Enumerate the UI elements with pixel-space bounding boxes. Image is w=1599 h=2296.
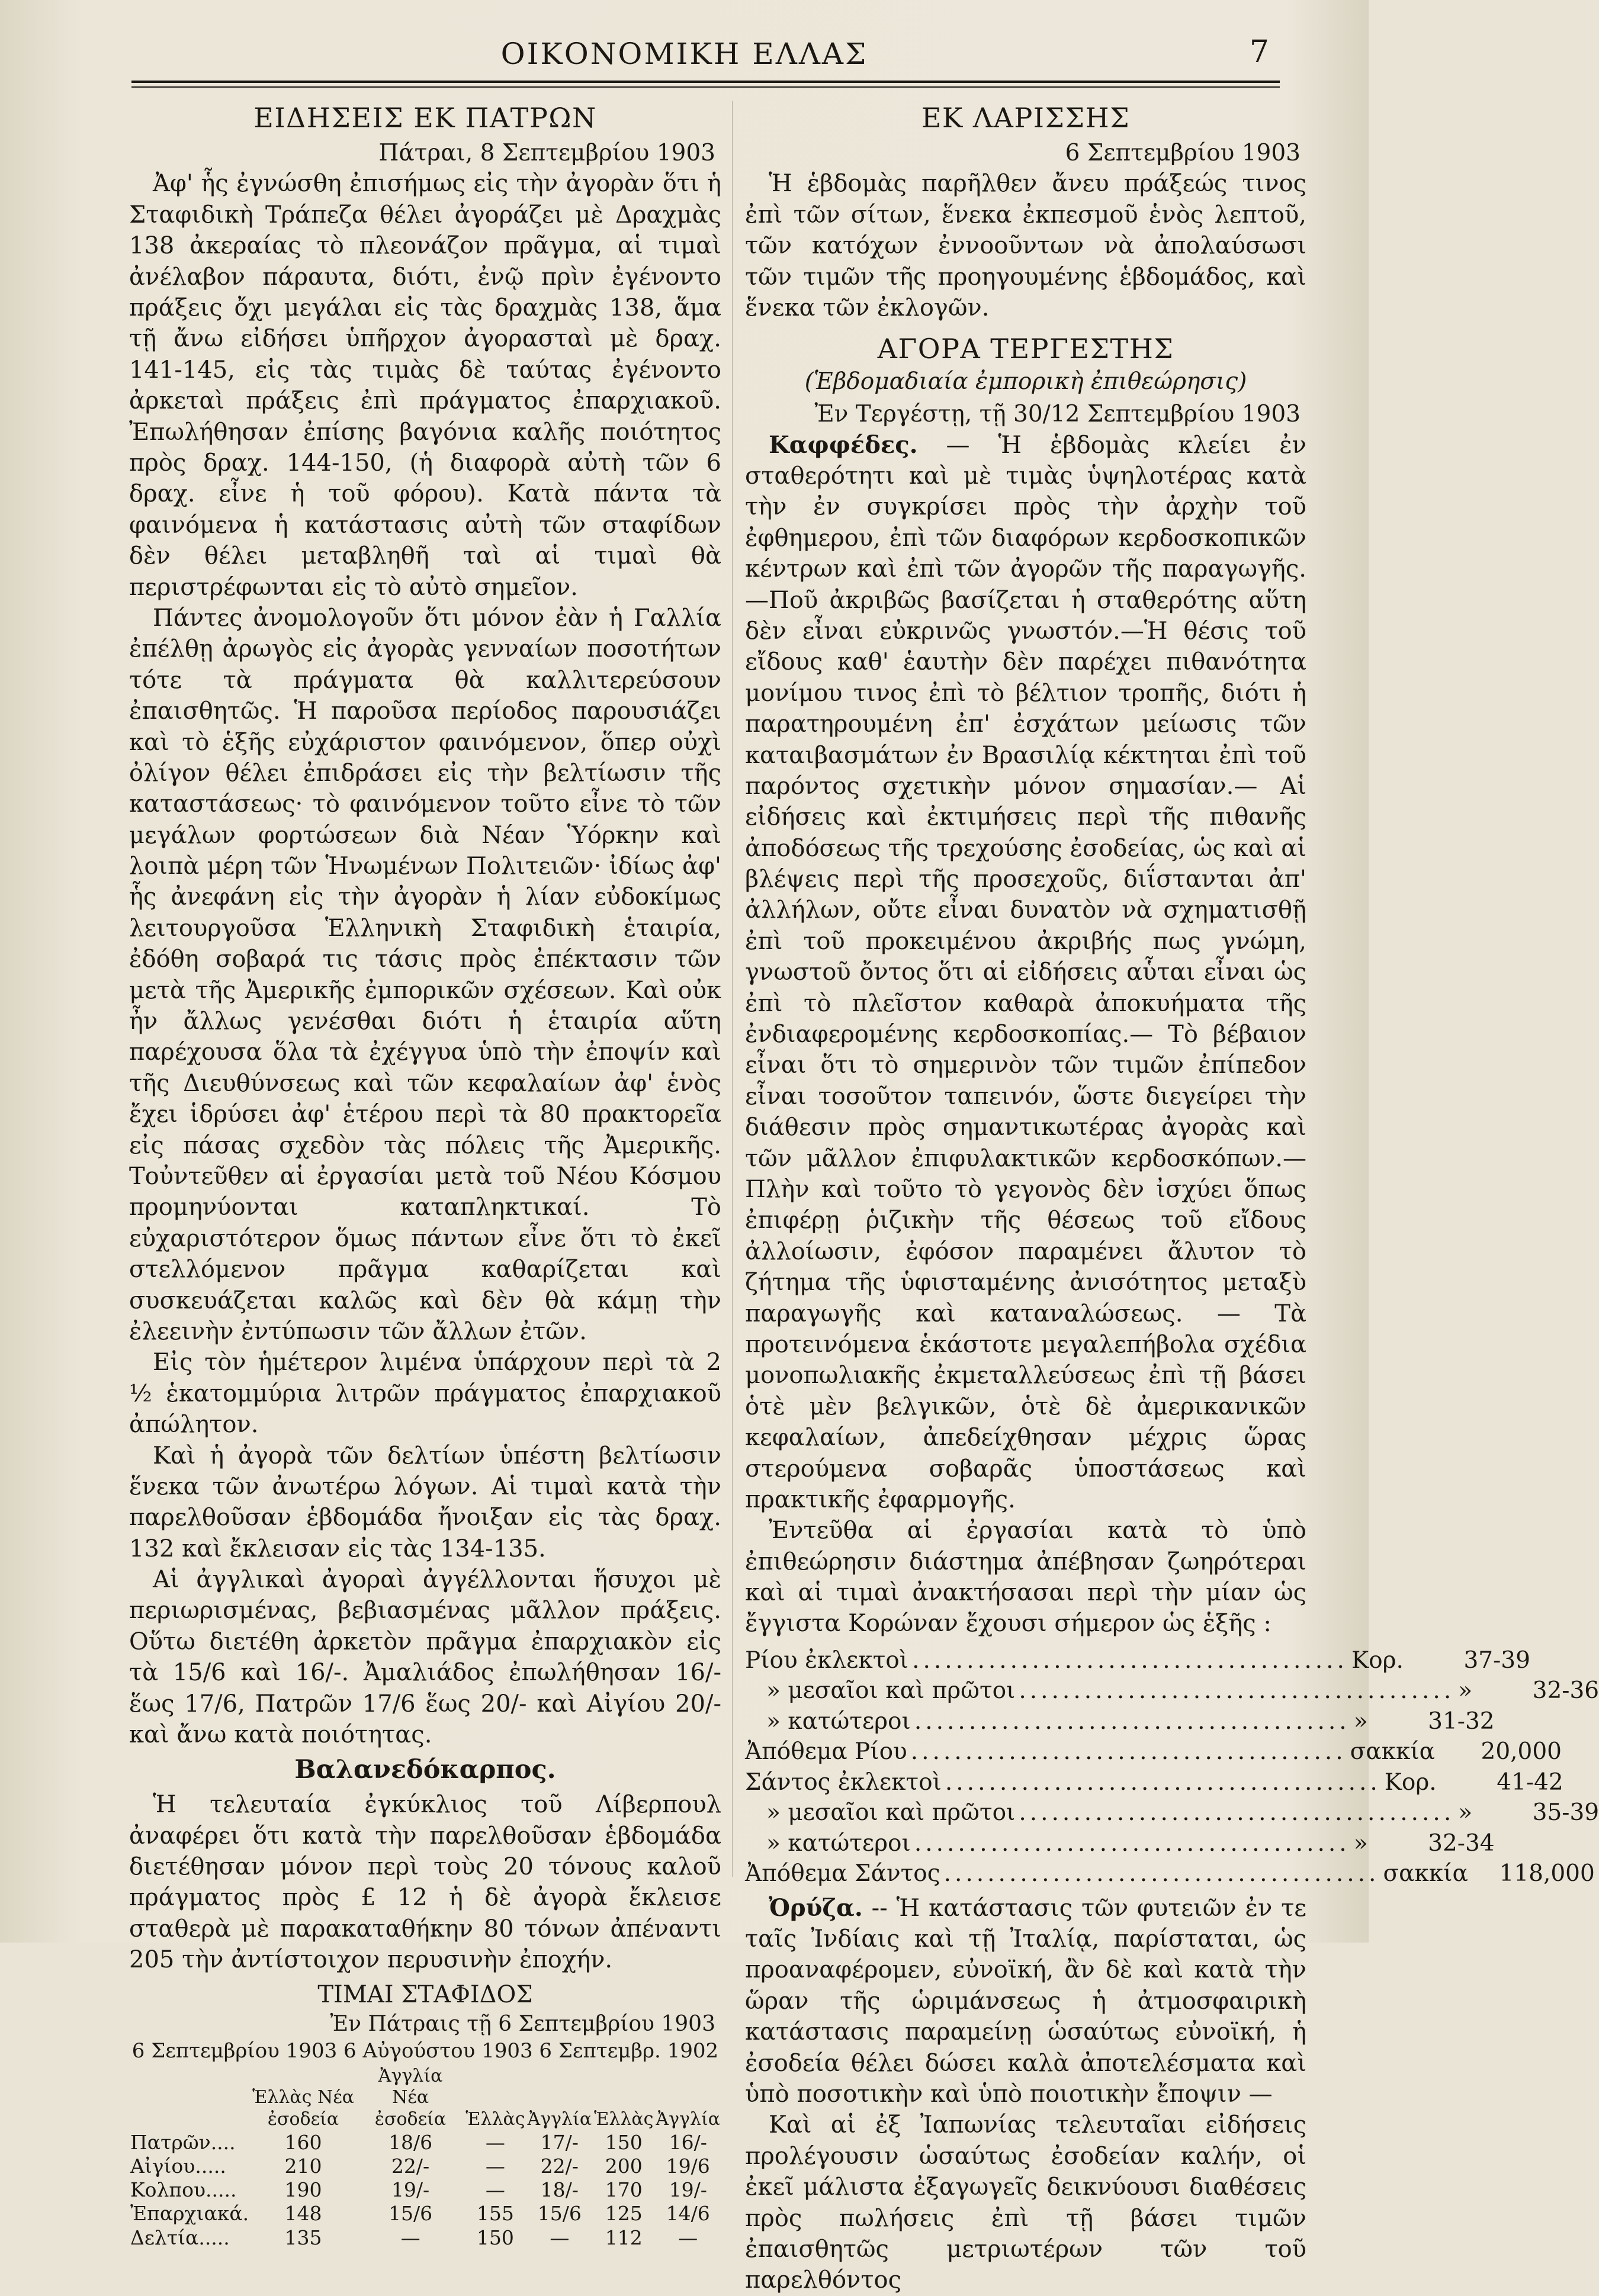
table-cell: — <box>400 2226 420 2249</box>
table-cell: — <box>485 2154 505 2178</box>
price-unit: » <box>1458 1799 1473 1826</box>
coffee-text: — Ἡ ἑβδομὰς κλείει ἐν σταθερότητι καὶ μὲ τιμὰς ὑψηλοτέρας κατὰ τὴν ἐν συγκρίσει πρὸς τὴν ἀρχὴν τοῦ ἐφθημερου, ἐπὶ τῶν διαφόρων κερδοσκοπικῶν κέντρων καὶ ἐπὶ τῶν ἀγορῶν τῆς παραγωγῆς.—Ποῦ ἀκριβῶς βασίζεται ἡ σταθερότης αὕτη δὲν εἶναι εὐκρινῶς γνωστόν.—Ἡ θέσις τοῦ εἴδους καθ' ἑαυτὴν δὲν παρέχει πιθανότητα μονίμου τινος ἐπὶ τὸ βέλτιον τροπῆς, διότι ἡ παρατηρουμένη ἐπ' ἐσχάτων μείωσις τῶν καταιβασμάτων ἐν Βρασιλίᾳ κέκτηται ἐπὶ τοῦ παρόντος σχετικὴν μόνον σημασίαν.— Αἱ εἰδήσεις καὶ ἐκτιμήσεις περὶ τῆς πιθανῆς ἀποδόσεως τῆς τρεχούσης ἐσοδείας, ὡς καὶ αἱ βλέψεις περὶ τῆς προσεχοῦς, διΐστανται ἀπ' ἀλλήλων, οὔτε εἶναι δυνατὸν νὰ σχηματισθῇ ἐπὶ τοῦ προκειμένου ἀκριβής πως γνώμη, γνωστοῦ ὄντος ὅτι αἱ εἰδήσεις αὗται εἶναι ὡς ἐπὶ τὸ πλεῖστον καθαρὰ ἀποκυήματα τῆς ἐνδιαφερομένης κερδοσκοπίας.— Τὸ βέβαιον εἶναι ὅτι τὸ σημερινὸν τῶν τιμῶν ἐπίπεδον εἶναι τοσοῦτον ταπεινόν, ὥστε διεγείρει τὴν διάθεσιν πρὸς σημαντικωτέρας ἀγορὰς καὶ τῶν μᾶλλον ἐπιφυλακτικῶν κερδοσκόπων.— Πλὴν καὶ τοῦτο τὸ γεγονὸς δὲν ἰσχύει ὅπως ἐπιφέρῃ ῥιζικὴν τῆς θέσεως τοῦ εἴδους ἀλλοίωσιν, ἐφόσον παραμένει ἄλυτον τὸ ζήτημα τῆς ὑφισταμένης ἀνισότητος μεταξὺ παραγωγῆς καὶ καταναλώσεως. — Τὰ προτεινόμενα ἑκάστοτε μεγαλεπήβολα σχέδια μονοπωλιακῆς ἐκμεταλλεύσεως ἐπὶ τῇ βάσει ὁτὲ μὲν βελγικῶν, ὁτὲ δὲ ἀμερικανικῶν κεφαλαίων, ἀπεδείχθησαν μέχρις ὥρας στερούμενα σοβαρᾶς ὑποστάσεως καὶ πρακτικῆς ἐφαρμογῆς. <box>745 431 1306 1513</box>
leader-dots: ........................................ <box>914 1707 1350 1735</box>
price-unit: » <box>1353 1829 1368 1857</box>
table-cell: — <box>485 2130 505 2154</box>
section-title-larissa: ΕΚ ΛΑΡΙΣΣΗΣ <box>921 102 1131 134</box>
coffee-price-list <box>745 1645 1599 1889</box>
price-row <box>745 1828 1495 1858</box>
prices-table-date-columns: 6 Σεπτεμβρίου 1903 6 Αὐγούστου 1903 6 Σεπτεμβρ. 1902 <box>131 2039 719 2063</box>
article-paragraph: Αἱ ἀγγλικαὶ ἀγοραὶ ἀγγέλλονται ἥσυχοι μὲ περιωρισμένας, βεβιασμένας μᾶλλον πράξεις. Οὕτω διετέθη ἀρκετὸν πρᾶγμα ἐπαρχιακὸν εἰς τὰ 15/6 καὶ 16/-. Ἀμαλιάδος ἐπωλήθησαν 16/- ἕως 17/6, Πατρῶν 17/6 ἕως 20/- καὶ Αἰγίου 20/- καὶ ἄνω κατὰ ποιότητας. <box>129 1566 721 1749</box>
coffee-lead: Καφφέδες. <box>769 430 918 459</box>
column-header: Ἑλλὰς <box>465 2108 525 2130</box>
column-header: Ἀγγλία Νέα ἐσοδεία <box>374 2065 447 2130</box>
leader-dots: ........................................ <box>910 1738 1347 1766</box>
table-cell: 210 <box>284 2154 322 2178</box>
table-cell: 150 <box>605 2130 643 2154</box>
table-cell: 112 <box>605 2226 643 2249</box>
table-cell: 18/6 <box>388 2130 433 2154</box>
price-value: 37-39 <box>1463 1647 1530 1674</box>
price-row <box>745 1858 1595 1889</box>
price-row <box>745 1676 1599 1706</box>
column-header: Ἑλλὰς Νέα ἐσοδεία <box>252 2087 354 2130</box>
table-row <box>129 2154 721 2178</box>
header-rule-thin <box>131 86 1280 88</box>
table-cell: 22/- <box>540 2154 579 2178</box>
price-row <box>745 1645 1530 1676</box>
table-cell: — <box>550 2226 570 2249</box>
column-header: Ἀγγλία <box>656 2108 720 2130</box>
price-label: » κατώτεροι <box>766 1829 911 1857</box>
price-label: » μεσαῖοι καὶ πρῶτοι <box>766 1677 1016 1705</box>
price-label: Ἀπόθεμα Ρίου <box>745 1738 907 1766</box>
valonia-heading: Βαλανεδόκαρπος. <box>294 1755 556 1785</box>
price-value: 35-39 <box>1532 1799 1599 1826</box>
table-cell: 150 <box>476 2226 514 2249</box>
table-cell: — <box>678 2226 698 2249</box>
leader-dots: ........................................ <box>943 1860 1380 1887</box>
price-value: 32-36 <box>1532 1677 1599 1705</box>
coffee-paragraph <box>745 430 1306 1516</box>
header-rule-thick <box>131 81 1280 83</box>
table-cell: 170 <box>605 2178 643 2201</box>
price-value: 20,000 <box>1481 1738 1562 1766</box>
price-row <box>745 1767 1563 1797</box>
prices-table-title: ΤΙΜΑΙ ΣΤΑΦΙΔΟΣ <box>317 1980 533 2008</box>
row-label: Δελτία..... <box>130 2226 230 2249</box>
table-row <box>129 2131 721 2154</box>
price-label: Ρίου ἐκλεκτοὶ <box>745 1647 909 1674</box>
larissa-paragraph: Ἡ ἑβδομὰς παρῆλθεν ἄνευ πράξεώς τινος ἐπὶ τῶν σίτων, ἕνεκα ἐκπεσμοῦ ἑνὸς λεπτοῦ, τῶν κατόχων ἐννοοῦντων νὰ ἀπολαύσωσι τῶν τιμῶν τῆς προηγουμένης ἑβδομάδος, καὶ ἕνεκα τῶν ἐκλογῶν. <box>745 170 1306 322</box>
table-cell: 18/- <box>540 2178 579 2201</box>
table-cell: 19/- <box>669 2178 707 2201</box>
table-cell: 190 <box>284 2178 322 2201</box>
price-row <box>745 1706 1495 1737</box>
rice-paragraph-2: Καὶ αἱ ἐξ Ἰαπωνίας τελευταῖαι εἰδήσεις προλέγουσιν ὡσαύτως ἐσοδείαν καλήν, οἱ ἐκεῖ μάλιστα ἐξαγωγεῖς δεικνύουσι διαθέσεις πρὸς πωλήσεις ἐπὶ τῇ βάσει τιμῶν ἐπαισθητῶς μετριωτέρων τῶν τοῦ παρελθόντος <box>745 2111 1306 2294</box>
table-cell: 19/- <box>391 2178 430 2201</box>
table-cell: 22/- <box>391 2154 430 2178</box>
table-cell: 14/6 <box>666 2202 710 2226</box>
left-column <box>129 101 721 2250</box>
table-cell: 19/6 <box>666 2154 710 2178</box>
price-label: » κατώτεροι <box>766 1707 911 1735</box>
right-column <box>745 101 1599 2296</box>
coffee-paragraph-2: Ἐντεῦθα αἱ ἐργασίαι κατὰ τὸ ὑπὸ ἐπιθεώρησιν διάστημα ἀπέβησαν ζωηρότεραι καὶ αἱ τιμαὶ ἀνακτήσασαι περὶ τὴν μίαν ὡς ἔγγιστα Κορώναν ἔχουσι σήμερον ὡς ἑξῆς : <box>745 1517 1306 1638</box>
table-header-row <box>129 2066 721 2131</box>
table-cell: 148 <box>284 2202 322 2226</box>
price-label: Ἀπόθεμα Σάντος <box>745 1860 940 1887</box>
page-number: 7 <box>1249 34 1269 70</box>
section-title-patras: ΕΙΔΗΣΕΙΣ ΕΚ ΠΑΤΡΩΝ <box>253 102 597 134</box>
article-paragraph: Ἀφ' ἧς ἐγνώσθη ἐπισήμως εἰς τὴν ἀγορὰν ὅτι ἡ Σταφιδικὴ Τράπεζα θέλει ἀγοράζει μὲ Δραχμὰς 138 ἀκεραίας τὸ πλεονάζον πρᾶγμα, αἱ τιμαὶ ἀνέλαβον πάραυτα, διότι, ἐνῷ πρὶν ἐγένοντο πράξεις ὄχι μεγάλαι εἰς τὰς δραχμὰς 138, ἅμα τῇ ἄνω εἰδήσει ὑπῆρχον ἀγορασταὶ μὲ δραχ. 141-145, εἰς τὰς τιμὰς δὲ ταύτας ἐγένοντο ἀρκεταὶ πράξεις ἐπὶ πράγματος ἐπαρχιακοῦ. Ἐπωλήθησαν ἐπίσης βαγόνια καλῆς ποιότητος πρὸς δραχ. 144-150, (ἡ διαφορὰ αὐτὴ τῶν 6 δραχ. εἶνε ἡ τοῦ φόρου). Κατὰ πάντα τὰ φαινόμενα ἡ κατάστασις αὐτὴ τῶν σταφίδων δὲν θέλει μεταβληθῆ ταὶ αἱ τιμαὶ θὰ περιστρέφωνται εἰς τὸ αὐτὸ σημεῖον. <box>129 170 721 601</box>
column-header <box>129 2066 250 2131</box>
column-header: Ἑλλὰς <box>594 2108 654 2130</box>
price-unit: » <box>1353 1707 1368 1735</box>
column-header: Ἀγγλία <box>527 2108 592 2130</box>
row-label: Ἐπαρχιακά. <box>130 2202 249 2226</box>
table-row <box>129 2202 721 2226</box>
price-label: » μεσαῖοι καὶ πρῶτοι <box>766 1799 1016 1826</box>
article-paragraph: Καὶ ἡ ἀγορὰ τῶν δελτίων ὑπέστη βελτίωσιν ἕνεκα τῶν ἀνωτέρω λόγων. Αἱ τιμαὶ κατὰ τὴν παρελθοῦσαν ἑβδομάδα ἤνοιξαν εἰς τὰς δραχ. 132 καὶ ἔκλεισαν εἰς τὰς 134-135. <box>129 1442 721 1562</box>
price-label: Σάντος ἐκλεκτοὶ <box>745 1768 942 1796</box>
table-cell: 16/- <box>669 2130 707 2154</box>
price-row <box>745 1797 1599 1828</box>
table-cell: — <box>485 2178 505 2201</box>
table-cell: 125 <box>605 2202 643 2226</box>
price-unit: » <box>1458 1677 1473 1705</box>
section-title-trieste: ΑΓΟΡΑ ΤΕΡΓΕΣΤΗΣ <box>877 333 1174 365</box>
table-cell: 15/6 <box>388 2202 433 2226</box>
table-cell: 15/6 <box>537 2202 582 2226</box>
row-label: Κολπου..... <box>130 2178 237 2201</box>
price-unit: Κορ. <box>1384 1768 1437 1796</box>
price-value: 31-32 <box>1428 1707 1495 1735</box>
raisin-prices-table <box>129 2066 721 2250</box>
table-cell: 160 <box>284 2130 322 2154</box>
table-cell: 200 <box>605 2154 643 2178</box>
leader-dots: ........................................ <box>914 1829 1350 1857</box>
article-paragraph: Πάντες ἀνομολογοῦν ὅτι μόνον ἐὰν ἡ Γαλλία ἐπέλθῃ ἀρωγὸς εἰς ἀγορὰς γενναίων ποσοτήτων τότε τὰ πράγματα θὰ καλλιτερεύσουν ἐπαισθητῶς. Ἡ παροῦσα περίοδος παρουσιάζει καὶ τὸ ἑξῆς εὐχάριστον φαινόμενον, ὅπερ οὐχὶ ὀλίγον θέλει ἐπιδράσει εἰς τὴν βελτίωσιν τῆς καταστάσεως· τὸ φαινόμενον τοῦτο εἶνε τὸ τῶν μεγάλων φορτώσεων διὰ Νέαν Ὑόρκην καὶ λοιπὰ μέρη τῶν Ἡνωμένων Πολιτειῶν· ἰδίως ἀφ' ἧς ἀνεφάνη εἰς τὴν ἀγορὰν ἡ λίαν εὐδοκίμως λειτουργοῦσα Ἑλληνικὴ Σταφιδικὴ ἑταιρία, ἐδόθη σοβαρά τις τάσις πρὸς ἐπέκτασιν τῶν μετὰ τῆς Ἀμερικῆς ἐμπορικῶν σχέσεων. Καὶ οὐκ ἦν ἄλλως γενέσθαι διότι ἡ ἑταιρία αὕτη παρέχουσα ὅλα τὰ ἐχέγγυα ὑπὸ τὴν ἐποψίν καὶ τῆς Διευθύνσεως καὶ τῶν κεφαλαίων ἀφ' ἑνὸς ἔχει ἱδρύσει ἀφ' ἑτέρου περὶ τὰ 80 πρακτορεῖα εἰς πάσας σχεδὸν τὰς πόλεις τῆς Ἀμερικῆς. Τοὐντεῦθεν αἱ ἐργασίαι μετὰ τοῦ Νέου Κόσμου προμηνύονται καταπληκτικαί. Τὸ εὐχαριστότερον ὅμως πάντων εἶνε ὅτι τὸ ἐκεῖ στελλόμενον πρᾶγμα καθαρίζεται καὶ συσκευάζεται καλῶς καὶ δὲν θὰ κάμῃ τὴν ἐλεεινὴν ἐντύπωσιν τῶν ἄλλων ἐτῶν. <box>129 604 721 1345</box>
price-value: 32-34 <box>1428 1829 1495 1857</box>
table-cell: 17/- <box>540 2130 579 2154</box>
article-paragraph: Εἰς τὸν ἡμέτερον λιμένα ὑπάρχουν περὶ τὰ 2 ½ ἑκατομμύρια λιτρῶν πράγματος ἐπαρχιακοῦ ἀπώλητον. <box>129 1349 721 1439</box>
price-unit: σακκία <box>1350 1738 1435 1766</box>
journal-title: ΟΙΚΟΝΟΜΙΚΗ ΕΛΛΑΣ <box>500 37 868 71</box>
trieste-subtitle: (Ἑβδομαδιαία ἐμπορικὴ ἐπιθεώρησις) <box>804 368 1247 395</box>
dateline-trieste: Ἐν Τεργέστῃ, τῇ 30/12 Σεπτεμβρίου 1903 <box>814 400 1301 427</box>
column-divider <box>732 101 733 1877</box>
price-unit: σακκία <box>1383 1860 1468 1887</box>
prices-table-date: Ἐν Πάτραις τῇ 6 Σεπτεμβρίου 1903 <box>330 2012 715 2037</box>
dateline-larissa: 6 Σεπτεμβρίου 1903 <box>1065 139 1301 166</box>
price-value: 41-42 <box>1497 1768 1563 1796</box>
dateline-patras: Πάτραι, 8 Σεπτεμβρίου 1903 <box>378 139 715 166</box>
leader-dots: ........................................ <box>912 1647 1348 1674</box>
row-label: Αἰγίου..... <box>130 2154 226 2178</box>
rice-text: -- Ἡ κατάστασις τῶν φυτειῶν ἐν τε ταῖς Ἰνδίαις καὶ τῇ Ἰταλίᾳ, παρίσταται, ὡς προαναφέρομεν, εὐνοϊκή, ἂν δὲ καὶ κατὰ τὴν ὥραν τῆς ὡριμάνσεως ἡ ἀτμοσφαιρικὴ κατάστασις παραμείνῃ ὡσαύτως εὐνοϊκή, ἡ ἐσοδεία θέλει δώσει καλὰ ἀποτελέσματα καὶ ὑπὸ ποσοτικὴν καὶ ὑπὸ ποιοτικὴν ἔποψιν — <box>745 1894 1307 2108</box>
running-head <box>0 25 1369 78</box>
leader-dots: ........................................ <box>1019 1799 1455 1826</box>
table-cell: 155 <box>476 2202 514 2226</box>
price-unit: Κορ. <box>1351 1647 1404 1674</box>
price-value: 118,000 <box>1499 1860 1595 1887</box>
rice-lead: Ὀρύζα. <box>769 1893 863 1922</box>
rice-paragraph <box>745 1893 1306 2110</box>
table-cell: 135 <box>284 2226 322 2249</box>
table-row <box>129 2178 721 2202</box>
table-row <box>129 2226 721 2250</box>
row-label: Πατρῶν.... <box>130 2130 236 2154</box>
leader-dots: ........................................ <box>945 1768 1381 1796</box>
valonia-paragraph: Ἡ τελευταία ἐγκύκλιος τοῦ Λίβερπουλ ἀναφέρει ὅτι κατὰ τὴν παρελθοῦσαν ἑβδομάδα διετέθησαν μόνον περὶ τοὺς 20 τόνους καλοῦ πράγματος πρὸς £ 12 ἡ δὲ ἀγορὰ ἔκλεισε σταθερὰ μὲ παρακαταθήκην 80 τόνων ἀπέναντι 205 τὴν ἀντίστοιχον περυσινὴν ἐποχήν. <box>129 1791 721 1974</box>
leader-dots: ........................................ <box>1019 1677 1455 1705</box>
price-row <box>745 1737 1562 1767</box>
